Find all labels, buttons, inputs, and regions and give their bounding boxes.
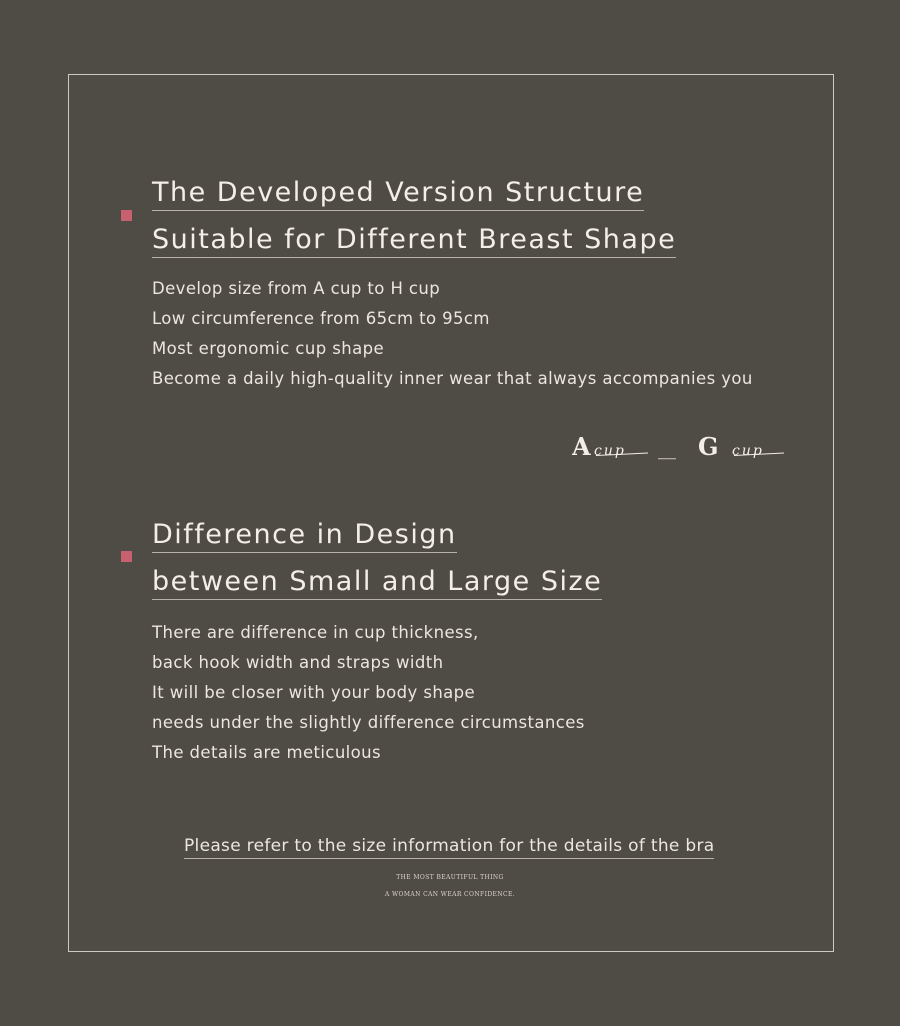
cup-to-word: cup: [732, 443, 764, 459]
section2-line: The details are meticulous: [152, 743, 382, 762]
section1-heading-line2: Suitable for Different Breast Shape: [152, 223, 676, 258]
section2-line: It will be closer with your body shape: [152, 683, 476, 702]
cup-dash: __: [658, 439, 676, 460]
a-cup-to-g-cup-logo: [572, 428, 787, 462]
size-info-note: Please refer to the size information for the details of the bra: [184, 834, 714, 859]
section2-heading-line1: Difference in Design: [152, 518, 457, 553]
section1-line: Become a daily high-quality inner wear that always accompanies you: [152, 369, 753, 388]
section2-heading-line2: between Small and Large Size: [152, 565, 602, 600]
section2-bullet-icon: [121, 551, 132, 562]
section2-line: back hook width and straps width: [152, 653, 444, 672]
cup-from-word: cup: [594, 443, 626, 459]
section1-heading-line1: The Developed Version Structure: [152, 176, 644, 211]
section1-body: [152, 274, 753, 394]
cup-from-letter: A: [572, 432, 591, 461]
section1-heading: [152, 172, 676, 266]
section1-line: Low circumference from 65cm to 95cm: [152, 309, 490, 328]
section2-line: There are difference in cup thickness,: [152, 623, 479, 642]
section2-line: needs under the slightly difference circumstances: [152, 713, 585, 732]
section1-line: Develop size from A cup to H cup: [152, 279, 441, 298]
cup-to-letter: G: [698, 432, 719, 461]
section2-heading: [152, 514, 602, 608]
section2-body: [152, 618, 585, 768]
section1-bullet-icon: [121, 210, 132, 221]
tagline-line1: THE MOST BEAUTIFUL THING: [396, 874, 504, 881]
section1-line: Most ergonomic cup shape: [152, 339, 385, 358]
tagline-line2: A WOMAN CAN WEAR CONFIDENCE.: [384, 891, 516, 898]
